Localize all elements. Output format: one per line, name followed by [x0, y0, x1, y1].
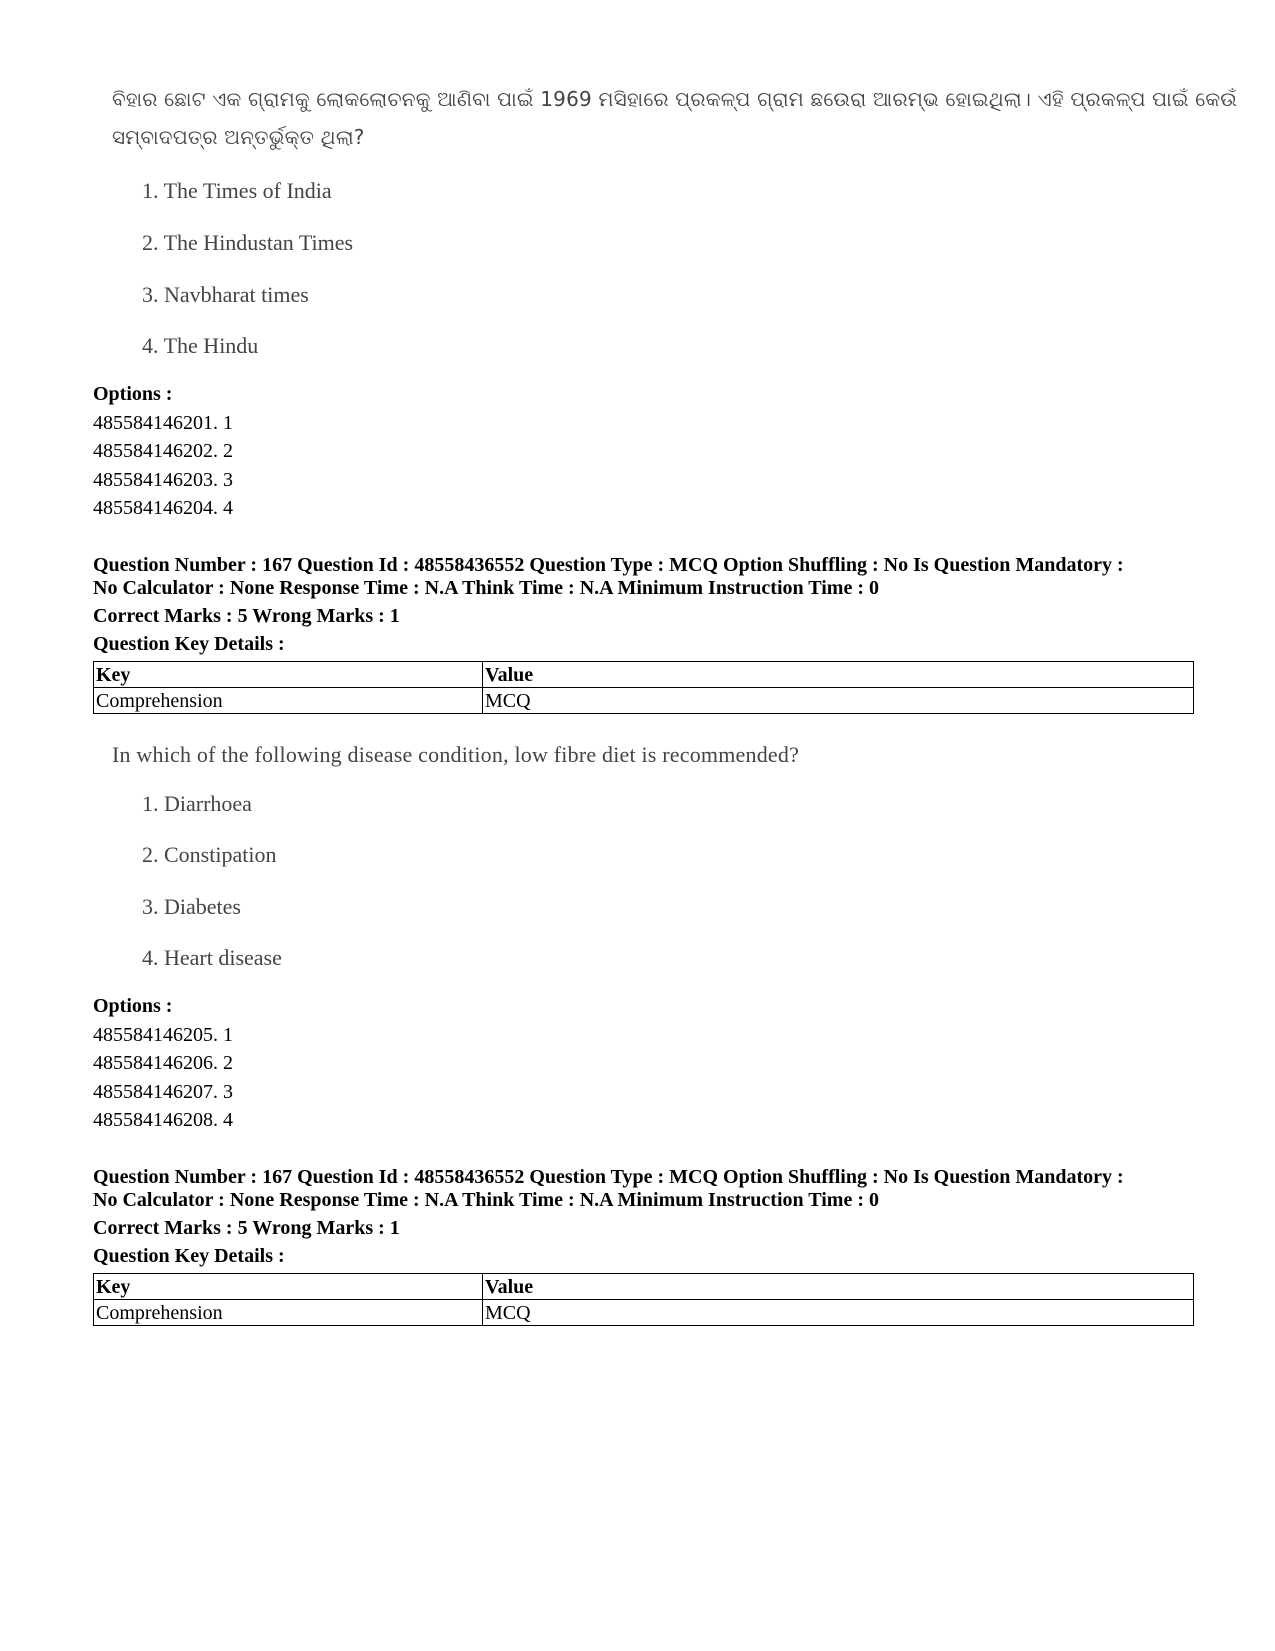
- table-header-cell: Key: [94, 662, 483, 688]
- option-item: 485584146204. 4: [93, 497, 233, 519]
- choice-4: 4. Heart disease: [142, 945, 282, 970]
- key-details-table-2: [93, 1273, 1194, 1326]
- table-header-cell: Value: [483, 662, 1194, 688]
- table-cell: MCQ: [483, 688, 1194, 714]
- option-item: 485584146203. 3: [93, 468, 233, 491]
- option-item: 485584146205. 1: [93, 1023, 233, 1046]
- table-header-row: [94, 1274, 1194, 1300]
- question-meta-line: No Calculator : None Response Time : N.A Think Time : N.A Minimum Instruction Time : 0: [93, 1189, 879, 1211]
- choice-3: 3. Diabetes: [142, 894, 241, 919]
- option-item: 485584146206. 2: [93, 1052, 233, 1074]
- marks-line: Correct Marks : 5 Wrong Marks : 1: [93, 605, 400, 627]
- options-title: Options :: [93, 383, 173, 405]
- options-list-2: [93, 992, 233, 1135]
- option-item: 485584146207. 3: [93, 1080, 233, 1103]
- choice-1: 1. The Times of India: [142, 178, 332, 203]
- table-cell: Comprehension: [94, 688, 483, 714]
- marks-line: Correct Marks : 5 Wrong Marks : 1: [93, 1217, 400, 1239]
- choice-1: 1. Diarrhoea: [142, 791, 252, 816]
- option-item: 485584146202. 2: [93, 440, 233, 462]
- choice-3: 3. Navbharat times: [142, 282, 309, 307]
- question-image-2: [112, 736, 1142, 976]
- table-row: [94, 688, 1194, 714]
- table-cell: MCQ: [483, 1300, 1194, 1326]
- question-text-line-2: ସମ୍ବାଦପତ୍ର ଅନ୍ତର୍ଭୁକ୍ତ ଥିଲା?: [112, 125, 365, 149]
- choice-4: 4. The Hindu: [142, 333, 259, 358]
- question-text-line-1: ବିହାର ଛୋଟ ଏକ ଗ୍ରାମକୁ ଲୋକଲୋଚନକୁ ଆଣିବା ପାଇଁ 1969 ମସିହାରେ ପ୍ରକଳ୍ପ ଗ୍ରାମ ଛଉେରା ଆରମ୍ଭ ହୋଇଥିଲା। ଏହି ପ୍ରକଳ୍ପ ପାଇଁ କେଉଁ: [112, 87, 1238, 111]
- option-item: 485584146208. 4: [93, 1109, 233, 1131]
- table-cell: Comprehension: [94, 1300, 483, 1326]
- choice-2: 2. Constipation: [142, 842, 277, 867]
- table-header-cell: Key: [94, 1274, 483, 1300]
- key-details-title: Question Key Details :: [93, 1245, 285, 1267]
- key-details-title: Question Key Details :: [93, 633, 285, 655]
- question-meta-1: [93, 554, 1193, 658]
- table-header-row: [94, 662, 1194, 688]
- question-meta-line: Question Number : 167 Question Id : 48558436552 Question Type : MCQ Option Shuffling : No Is Question Mandatory :: [93, 1166, 1124, 1188]
- options-list-1: [93, 380, 233, 523]
- key-details-table-1: [93, 661, 1194, 714]
- option-item: 485584146201. 1: [93, 411, 233, 434]
- question-meta-line: Question Number : 167 Question Id : 48558436552 Question Type : MCQ Option Shuffling : No Is Question Mandatory :: [93, 554, 1124, 576]
- question-meta-2: [93, 1166, 1193, 1270]
- choice-2: 2. The Hindustan Times: [142, 230, 354, 255]
- table-header-cell: Value: [483, 1274, 1194, 1300]
- question-meta-line: No Calculator : None Response Time : N.A Think Time : N.A Minimum Instruction Time : 0: [93, 577, 879, 599]
- options-title: Options :: [93, 995, 173, 1017]
- table-row: [94, 1300, 1194, 1326]
- question-image-1: [112, 80, 1238, 370]
- question-text: In which of the following disease condition, low fibre diet is recommended?: [112, 742, 800, 767]
